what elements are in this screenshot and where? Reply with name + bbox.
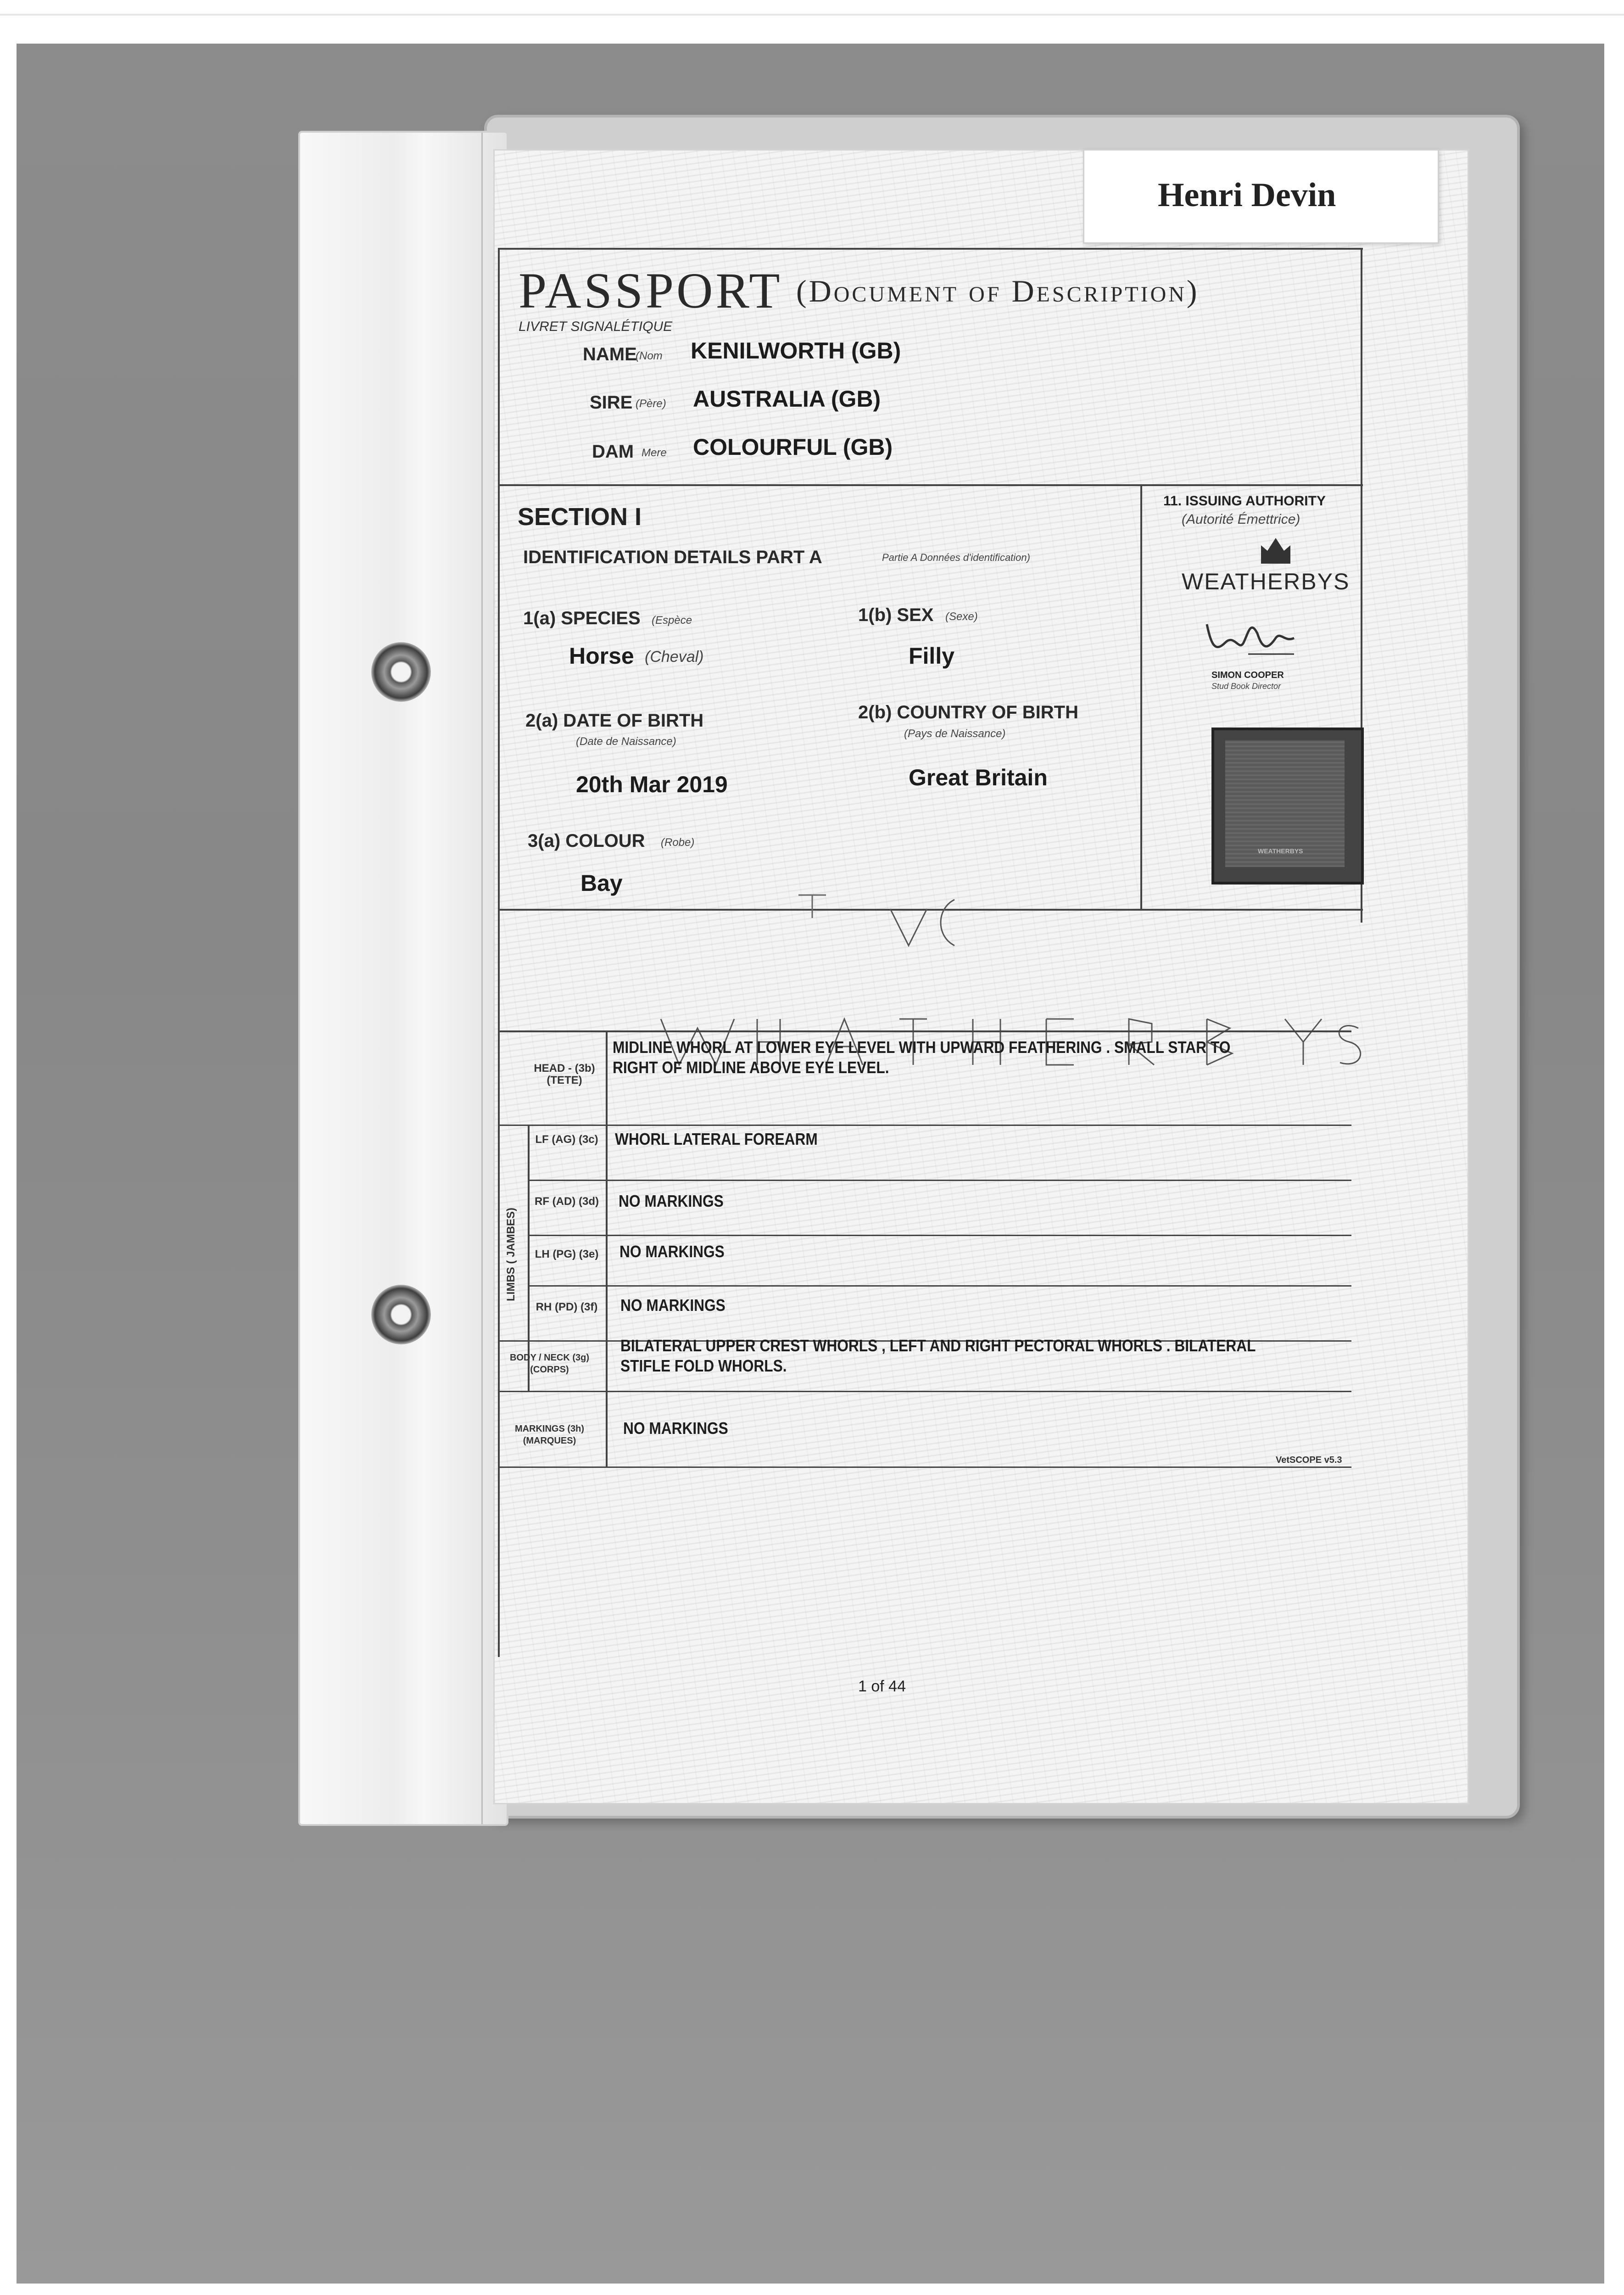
marking-label-rh: RH (PD) (3f) [536,1301,598,1313]
cob-sublabel: (Pays de Naissance) [904,728,1006,740]
sire-value: AUSTRALIA (GB) [693,386,881,412]
dob-label: 2(a) DATE OF BIRTH [525,711,704,731]
marking-text-head: MIDLINE WHORL AT LOWER EYE LEVEL WITH UPWARD FEATHERING . SMALL STAR TO RIGHT OF MIDLINE ABOVE EYE LEVEL. [613,1038,1231,1077]
colour-label: 3(a) COLOUR [528,831,645,851]
marking-text-rf: NO MARKINGS [619,1192,724,1210]
marking-label-rf: RF (AD) (3d) [535,1195,599,1208]
markings-label-divider [606,1030,608,1467]
authority-sublabel: (Autorité Émettrice) [1182,512,1300,527]
signatory-role: Stud Book Director [1211,682,1281,691]
owner-name-tab [1083,149,1439,244]
grommet-lower-icon [371,1285,431,1344]
authority-title: 11. ISSUING AUTHORITY [1163,493,1326,509]
marking-label-lf: LF (AG) (3c) [535,1133,598,1146]
header-bottom-rule [498,484,1363,486]
species-value: Horse [569,643,634,669]
species-label: 1(a) SPECIES [523,608,641,628]
section-heading: IDENTIFICATION DETAILS PART A [523,547,822,567]
sex-value: Filly [909,643,955,669]
binder-fold-line [481,133,483,1824]
species-sublabel: (Espèce [652,614,692,627]
row-rule-4 [528,1285,1351,1287]
name-label: NAME [583,344,637,364]
species-value-sub: (Cheval) [645,648,704,666]
page-number: 1 of 44 [858,1678,906,1695]
scan-top-rule [0,14,1624,16]
passport-subtitle: (Document of Description) [796,274,1200,308]
authority-stamp-image [1211,728,1364,884]
binder-strip [298,131,508,1826]
marking-text-other: NO MARKINGS [623,1419,728,1438]
marking-label-other: MARKINGS (3h) (MARQUES) [514,1424,585,1446]
vetscope-label: VetSCOPE v5.3 [1276,1455,1342,1465]
weatherbys-crown-icon [1257,532,1294,565]
marking-label-body: BODY / NECK (3g) (CORPS) [510,1353,589,1375]
sex-sublabel: (Sexe) [945,610,978,623]
marking-text-lh: NO MARKINGS [619,1242,725,1261]
row-rule-7 [498,1467,1351,1468]
sex-label: 1(b) SEX [858,605,934,625]
authority-divider [1140,484,1142,909]
dob-sublabel: (Date de Naissance) [576,735,676,748]
row-rule-1 [498,1125,1351,1126]
limbs-label: LIMBS ( JAMBES) [505,1208,517,1301]
signatory-name: SIMON COOPER [1211,670,1284,680]
marking-text-body: BILATERAL UPPER CREST WHORLS , LEFT AND RIGHT PECTORAL WHORLS . BILATERAL STIFLE FOLD WHORLS. [620,1336,1256,1375]
marking-label-lh: LH (PG) (3e) [535,1248,599,1260]
marking-label-head: HEAD - (3b) (TETE) [534,1062,595,1086]
dob-value: 20th Mar 2019 [576,772,728,797]
header-top-rule [498,248,1363,250]
marking-text-rh: NO MARKINGS [620,1296,725,1315]
livret-label: LIVRET SIGNALÉTIQUE [519,319,673,334]
stamp-text: WEATHERBYS [1258,847,1303,855]
horse-name-value: KENILWORTH (GB) [691,338,901,364]
limbs-divider [528,1125,530,1391]
director-signature [1193,610,1303,661]
cob-value: Great Britain [909,765,1048,790]
section-title: SECTION I [518,503,642,531]
sire-label: SIRE [590,392,633,413]
authority-org: WEATHERBYS [1182,569,1350,594]
passport-title: PASSPORT [519,263,783,319]
colour-value: Bay [580,870,623,896]
document-left-rule [498,248,500,1657]
sire-sublabel: (Père) [636,397,666,410]
name-sublabel: (Nom [636,350,663,362]
section-heading-sub: Partie A Données d'identification) [882,552,1030,563]
dam-label: DAM [592,442,634,462]
dam-sublabel: Mere [642,447,667,459]
grommet-upper-icon [371,642,431,702]
markings-top-rule [498,1030,1351,1032]
marking-text-lf: WHORL LATERAL FOREARM [615,1130,818,1148]
row-rule-2 [528,1180,1351,1181]
owner-name: Henri Devin [1158,176,1336,214]
row-rule-6 [498,1391,1351,1392]
colour-sublabel: (Robe) [661,836,695,849]
row-rule-3 [528,1235,1351,1236]
dam-value: COLOURFUL (GB) [693,434,893,460]
cob-label: 2(b) COUNTRY OF BIRTH [858,702,1078,722]
